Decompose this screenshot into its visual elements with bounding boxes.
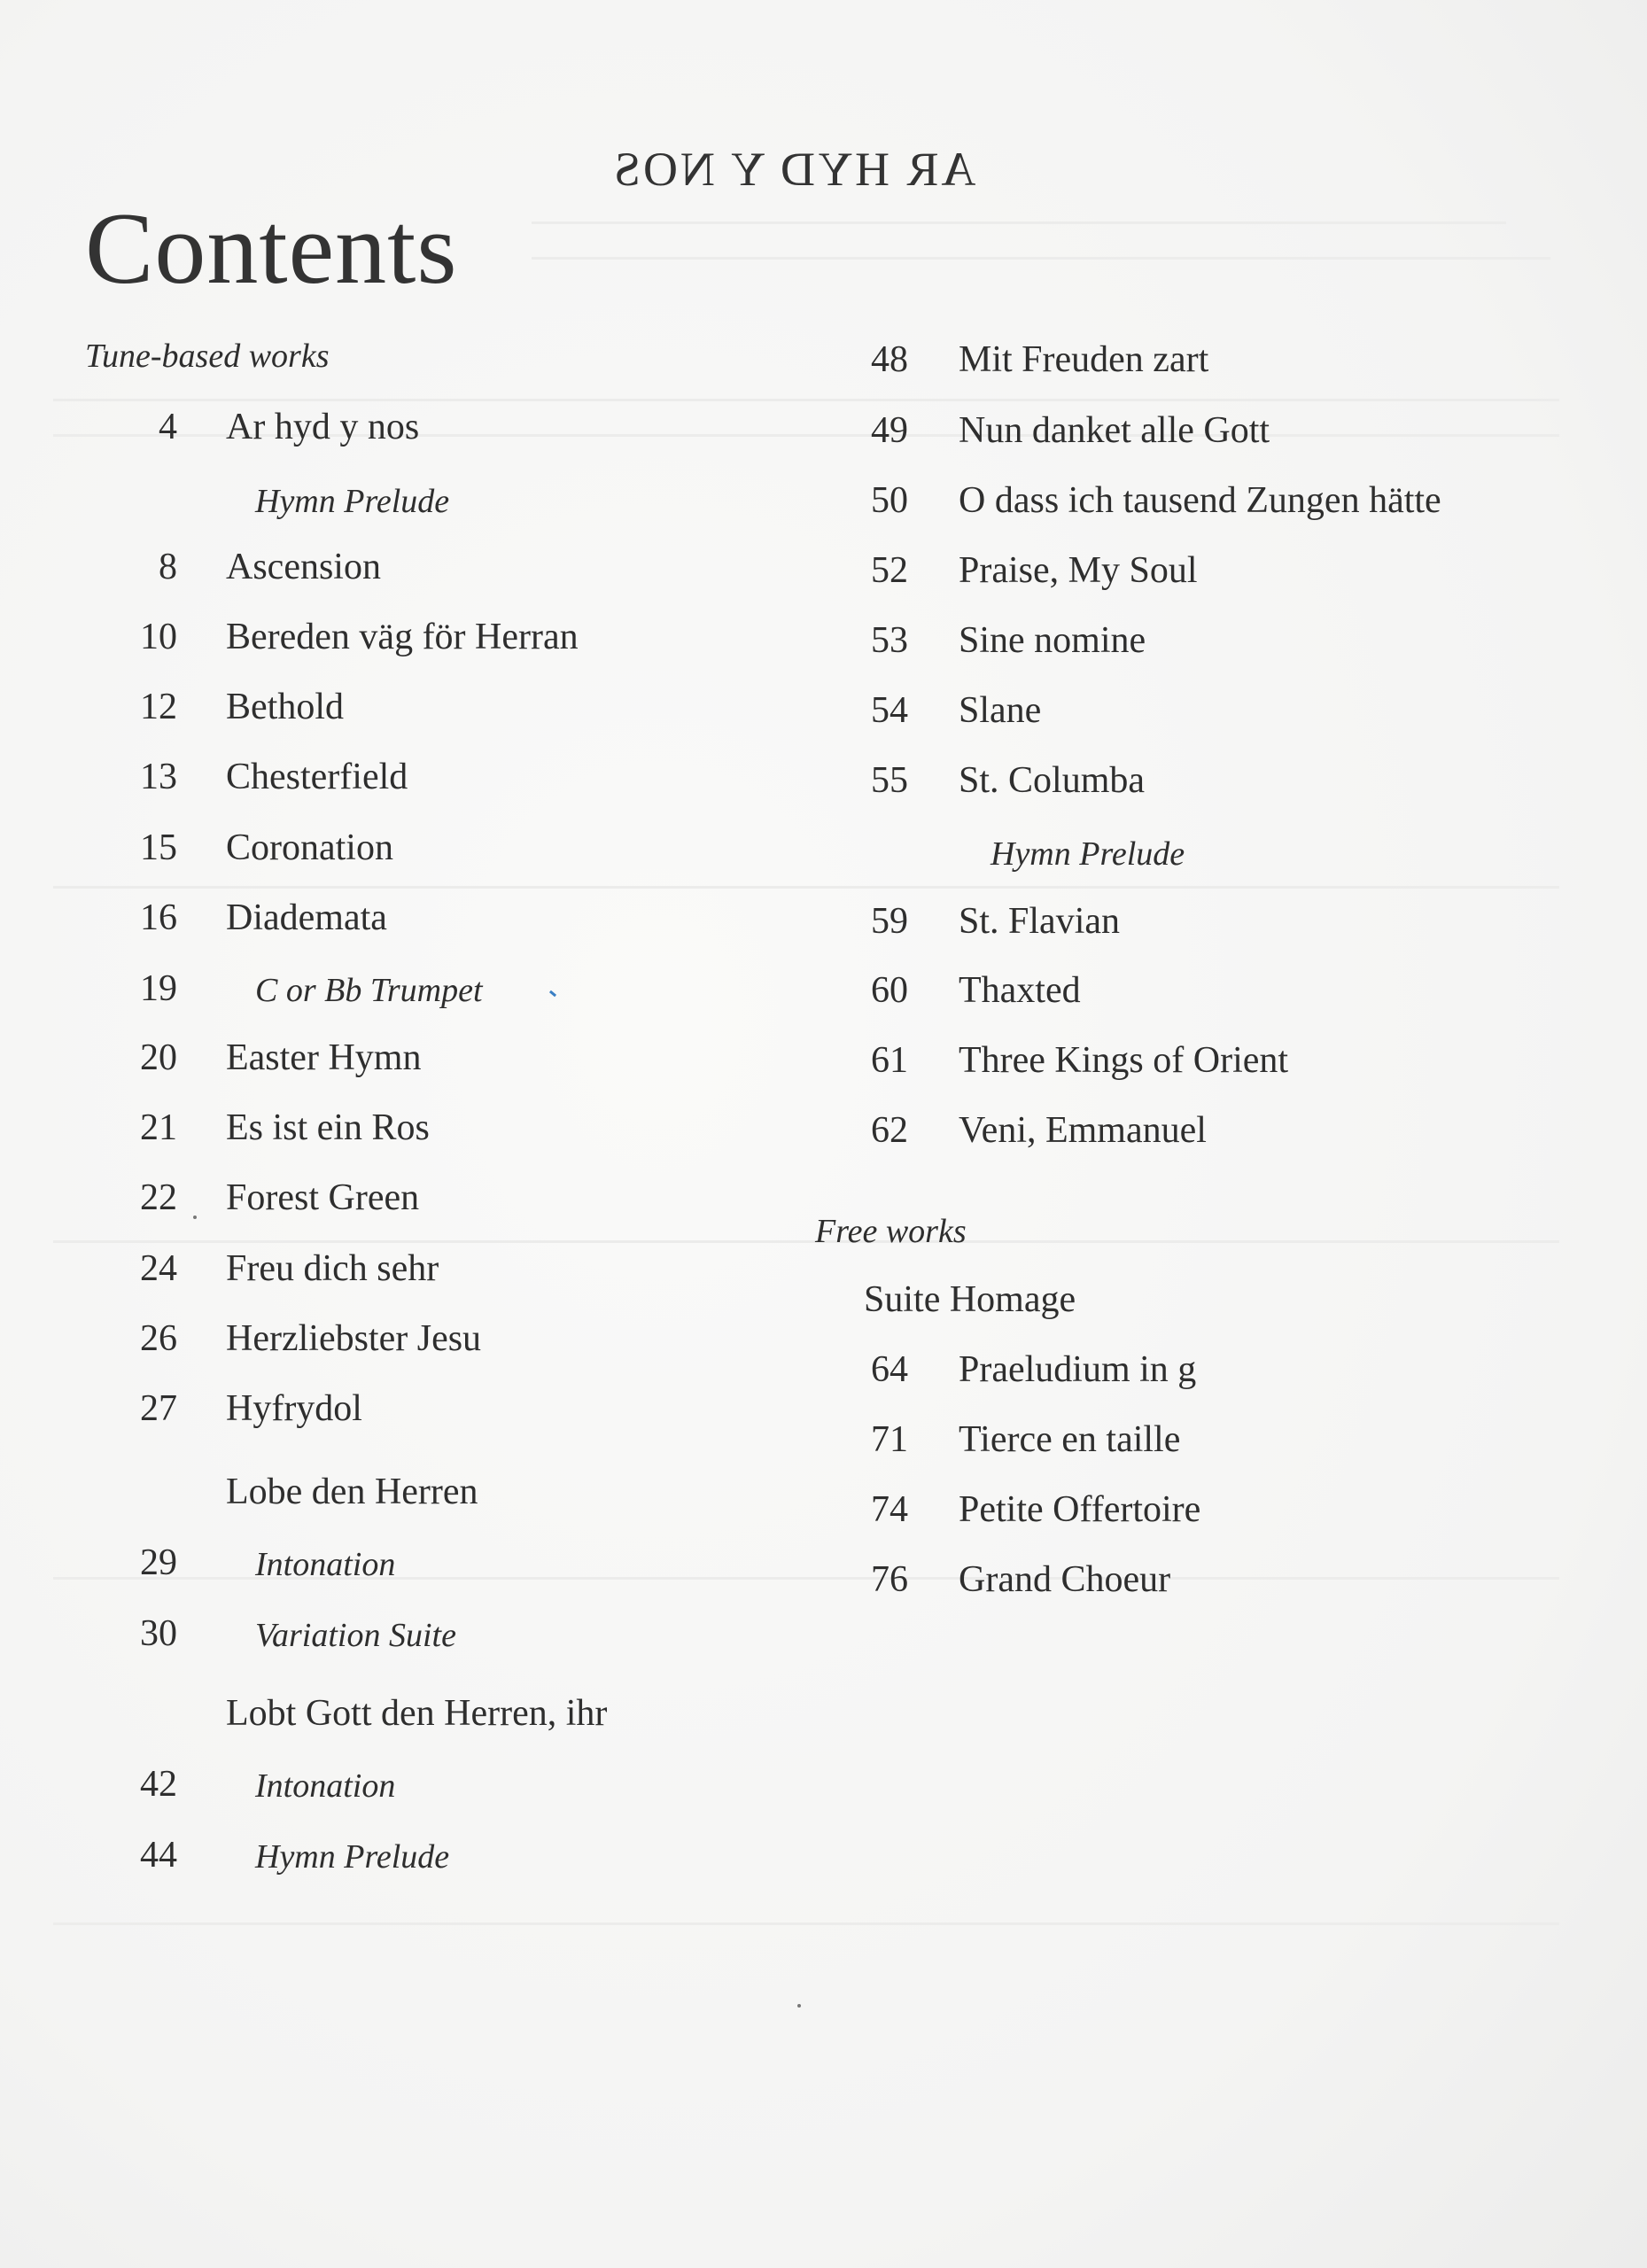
toc-page-number: 27 <box>140 1388 177 1429</box>
toc-title: St. Columba <box>959 760 1146 801</box>
section-heading-free-works: Free works <box>815 1213 967 1250</box>
toc-page-number: 55 <box>871 760 908 801</box>
bleed-through-staff <box>53 886 1559 889</box>
toc-page-number: 50 <box>871 480 908 521</box>
toc-title: Easter Hymn <box>226 1037 422 1078</box>
toc-page-number: 48 <box>871 339 908 380</box>
toc-title: Veni, Emmanuel <box>959 1110 1207 1151</box>
toc-page-number: 64 <box>871 1349 908 1390</box>
toc-subtitle: Intonation <box>255 1767 396 1805</box>
toc-title: Forest Green <box>226 1177 420 1218</box>
toc-page-number: 62 <box>871 1110 908 1151</box>
toc-title: Praise, My Soul <box>959 550 1198 591</box>
toc-title: Lobt Gott den Herren, ihr <box>226 1693 608 1734</box>
toc-page-number: 30 <box>140 1613 177 1654</box>
toc-page-number: 29 <box>140 1542 177 1583</box>
toc-title: Three Kings of Orient <box>959 1040 1289 1081</box>
bleed-through-staff <box>53 1922 1559 1925</box>
toc-title: Suite Homage <box>864 1279 1076 1320</box>
toc-page-number: 12 <box>140 687 177 727</box>
toc-title: Grand Choeur <box>959 1559 1171 1600</box>
toc-title: Diademata <box>226 897 387 938</box>
toc-page-number: 44 <box>140 1835 177 1876</box>
page-title: Contents <box>85 192 458 306</box>
toc-page-number: 61 <box>871 1040 908 1081</box>
toc-title: Bethold <box>226 687 344 727</box>
toc-subtitle: Variation Suite <box>255 1617 456 1654</box>
toc-title: Freu dich sehr <box>226 1248 439 1289</box>
toc-subtitle: Intonation <box>255 1546 396 1583</box>
toc-page-number: 15 <box>140 827 177 868</box>
toc-title: Hyfrydol <box>226 1388 362 1429</box>
toc-title: Es ist ein Ros <box>226 1107 430 1148</box>
toc-title: Bereden väg för Herran <box>226 617 579 657</box>
toc-page-number: 76 <box>871 1559 908 1600</box>
toc-page-number: 13 <box>140 757 177 797</box>
toc-subtitle: Hymn Prelude <box>255 1838 450 1876</box>
section-heading-tune-based: Tune-based works <box>85 338 330 375</box>
toc-page-number: 53 <box>871 620 908 661</box>
toc-page-number: 60 <box>871 970 908 1011</box>
toc-page-number: 42 <box>140 1764 177 1805</box>
toc-page-number: 74 <box>871 1489 908 1530</box>
toc-title: Praeludium in g <box>959 1349 1197 1390</box>
toc-page-number: 16 <box>140 897 177 938</box>
toc-title: Coronation <box>226 827 393 868</box>
toc-page-number: 19 <box>140 968 177 1009</box>
toc-title: Ar hyd y nos <box>226 407 420 447</box>
toc-title: Ascension <box>226 547 381 587</box>
toc-page-number: 10 <box>140 617 177 657</box>
toc-subtitle: Hymn Prelude <box>991 835 1185 873</box>
toc-title: Thaxted <box>959 970 1081 1011</box>
toc-title: Lobe den Herren <box>226 1472 478 1512</box>
stray-dot <box>193 1216 197 1219</box>
toc-page-number: 54 <box>871 690 908 731</box>
toc-title: Tierce en taille <box>959 1419 1181 1460</box>
toc-title: St. Flavian <box>959 901 1121 942</box>
toc-title: Slane <box>959 690 1042 731</box>
toc-title: Sine nomine <box>959 620 1146 661</box>
bleed-through-line <box>532 221 1506 224</box>
toc-page-number: 49 <box>871 410 908 451</box>
toc-subtitle: Hymn Prelude <box>255 483 450 520</box>
toc-title: O dass ich tausend Zungen hätte <box>959 480 1441 521</box>
toc-page-number: 26 <box>140 1318 177 1359</box>
toc-page-number: 59 <box>871 901 908 942</box>
toc-page-number: 8 <box>159 547 177 587</box>
toc-subtitle: C or Bb Trumpet <box>255 972 483 1009</box>
toc-page-number: 22 <box>140 1177 177 1218</box>
toc-title: Petite Offertoire <box>959 1489 1201 1530</box>
toc-page-number: 20 <box>140 1037 177 1078</box>
bleed-through-line <box>532 257 1550 260</box>
toc-page-number: 24 <box>140 1248 177 1289</box>
toc-page-number: 21 <box>140 1107 177 1148</box>
toc-page-number: 52 <box>871 550 908 591</box>
toc-page-number: 4 <box>159 407 177 447</box>
toc-title: Chesterfield <box>226 757 408 797</box>
toc-title: Mit Freuden zart <box>959 339 1209 380</box>
bleed-through-heading: AR HYD Y NOS <box>611 143 976 196</box>
stray-dot <box>797 2004 801 2008</box>
toc-page-number: 71 <box>871 1419 908 1460</box>
toc-title: Nun danket alle Gott <box>959 410 1270 451</box>
bleed-through-staff <box>53 399 1559 401</box>
bleed-through-staff <box>53 1240 1559 1243</box>
toc-title: Herzliebster Jesu <box>226 1318 482 1359</box>
